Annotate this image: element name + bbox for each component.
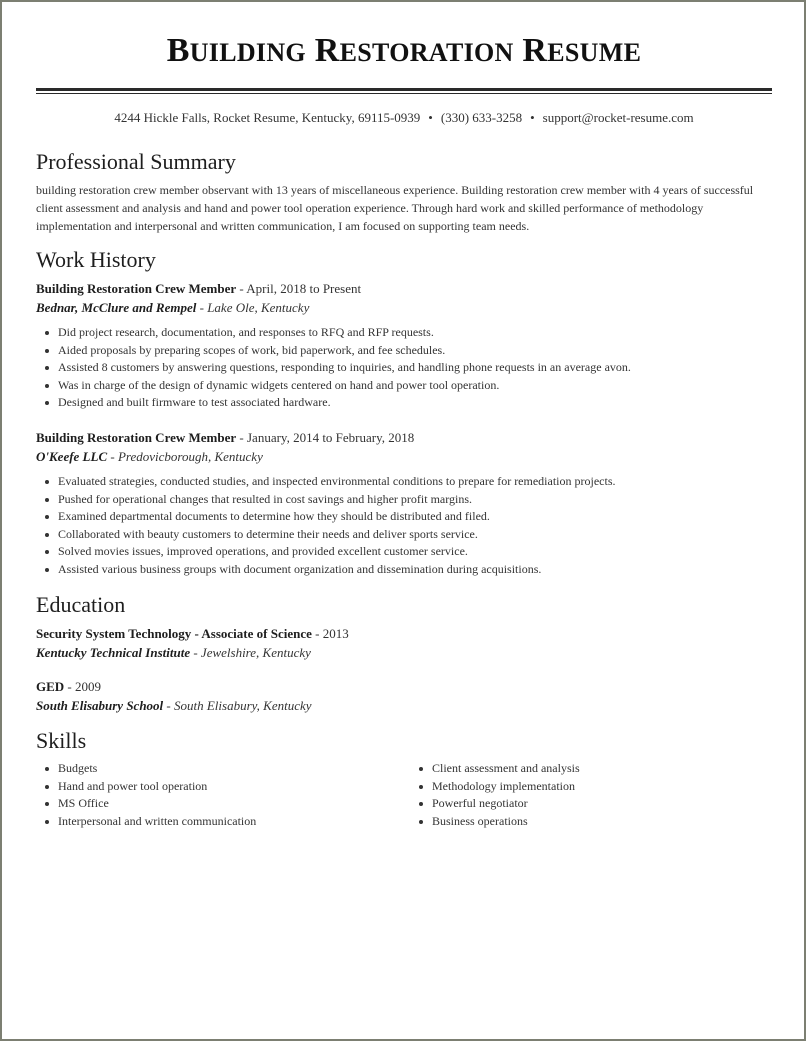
job-bullets — [36, 324, 631, 412]
education-heading: Education — [36, 592, 126, 617]
email: support@rocket-resume.com — [542, 110, 694, 125]
job-dates: - January, 2014 to February, 2018 — [236, 430, 415, 445]
summary-heading: Professional Summary — [36, 149, 236, 174]
contact-line — [34, 110, 774, 126]
degree-year: - 2009 — [64, 679, 102, 694]
employer-name: O'Keefe LLC — [36, 449, 108, 464]
job-role: Building Restoration Crew Member — [36, 430, 237, 445]
employer-line — [36, 449, 263, 465]
skills-list-right — [410, 760, 580, 830]
header-rule-thin — [36, 93, 772, 94]
school-name: South Elisabury School — [36, 698, 164, 713]
list-item: Budgets — [36, 760, 256, 778]
summary-text: building restoration crew member observant with 13 years of miscellaneous experience. Building restoration crew member with 4 years of successful client assessment and analysis and hand and power tool operation experience. Through hard work and skilled performance of methodology implementation and interpersonal and written communication, I am focused on supporting team needs. — [36, 183, 754, 233]
title-rest: ESTORATION — [339, 38, 514, 67]
list-item: Examined departmental documents to determine how they should be distributed and filed. — [36, 508, 615, 526]
employer-location: - Lake Ole, Kentucky — [196, 300, 310, 315]
title-cap: R — [522, 32, 548, 69]
work-history-heading: Work History — [36, 247, 156, 272]
employer-name: Bednar, McClure and Rempel — [36, 300, 197, 315]
job-dates: - April, 2018 to Present — [236, 281, 362, 296]
skills-list-left — [36, 760, 256, 830]
list-item: Evaluated strategies, conducted studies, and inspected environmental conditions to prepare for remediation projects. — [36, 473, 615, 491]
school-line — [36, 698, 312, 714]
resume-title — [34, 32, 774, 70]
list-item: Pushed for operational changes that resulted in cost savings and higher profit margins. — [36, 491, 615, 509]
job-title-line — [36, 430, 414, 446]
list-item: Did project research, documentation, and responses to RFQ and RFP requests. — [36, 324, 631, 342]
list-item: Methodology implementation — [410, 778, 580, 796]
list-item: Was in charge of the design of dynamic widgets centered on hand and power tool operation. — [36, 377, 631, 395]
job-title-line — [36, 281, 361, 297]
title-cap: B — [166, 32, 190, 69]
list-item: Business operations — [410, 813, 580, 831]
degree-year: - 2013 — [311, 626, 349, 641]
school-line — [36, 645, 311, 661]
separator: • — [530, 110, 535, 125]
separator: • — [428, 110, 433, 125]
degree-line — [36, 626, 349, 642]
employer-line — [36, 300, 309, 316]
list-item: Assisted various business groups with document organization and dissemination during acquisitions. — [36, 561, 615, 579]
list-item: Interpersonal and written communication — [36, 813, 256, 831]
list-item: Solved movies issues, improved operations, and provided excellent customer service. — [36, 543, 615, 561]
list-item: Aided proposals by preparing scopes of work, bid paperwork, and fee schedules. — [36, 342, 631, 360]
skills-heading: Skills — [36, 728, 87, 753]
list-item: Designed and built firmware to test associated hardware. — [36, 394, 631, 412]
list-item: Hand and power tool operation — [36, 778, 256, 796]
job-role: Building Restoration Crew Member — [36, 281, 237, 296]
list-item: MS Office — [36, 795, 256, 813]
degree: GED — [36, 679, 65, 694]
degree: Security System Technology - Associate of Science — [36, 626, 312, 641]
phone: (330) 633-3258 — [440, 110, 523, 125]
title-rest: UILDING — [189, 38, 306, 67]
list-item: Client assessment and analysis — [410, 760, 580, 778]
title-rest: ESUME — [547, 38, 642, 67]
list-item: Assisted 8 customers by answering questions, responding to inquiries, and handling phone requests in an average avon. — [36, 359, 631, 377]
employer-location: - Predovicborough, Kentucky — [107, 449, 263, 464]
list-item: Collaborated with beauty customers to determine their needs and deliver sports service. — [36, 526, 615, 544]
header-rule-thick — [36, 88, 772, 91]
list-item: Powerful negotiator — [410, 795, 580, 813]
job-bullets — [36, 473, 615, 579]
title-cap: R — [314, 32, 340, 69]
school-location: - Jewelshire, Kentucky — [190, 645, 311, 660]
address: 4244 Hickle Falls, Rocket Resume, Kentucky, 69115-0939 — [114, 110, 421, 125]
degree-line — [36, 679, 101, 695]
school-location: - South Elisabury, Kentucky — [163, 698, 312, 713]
school-name: Kentucky Technical Institute — [36, 645, 191, 660]
